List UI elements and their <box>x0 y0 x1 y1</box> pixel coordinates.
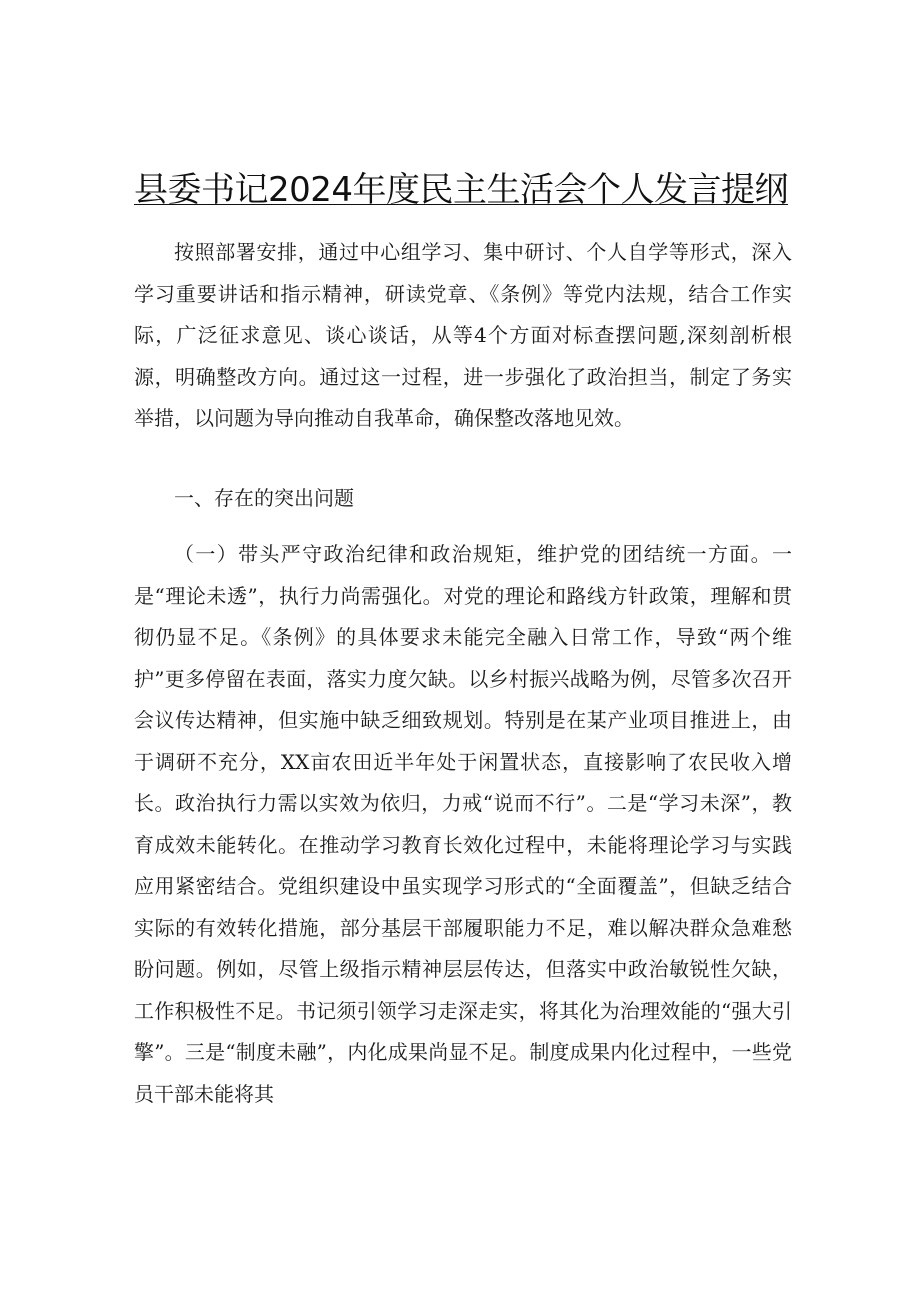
intro-paragraph: 按照部署安排，通过中心组学习、集中研讨、个人自学等形式，深入学习重要讲话和指示精神，研读党章、《条例》等党内法规，结合工作实际，广泛征求意见、谈心谈话，从等4个方面对标查摆问题,深刻剖析根源，明确整改方向。通过这一过程，进一步强化了政治担当，制定了务实举措，以问题为导向推动自我革命，确保整改落地见效。 <box>134 240 792 430</box>
item-paragraph: （一）带头严守政治纪律和政治规矩，维护党的团结统一方面。一是“理论未透”，执行力尚需强化。对党的理论和路线方针政策，理解和贯彻仍显不足。《条例》的具体要求未能完全融入日常工作，导致“两个维护”更多停留在表面，落实力度欠缺。以乡村振兴战略为例，尽管多次召开会议传达精神，但实施中缺乏细致规划。特别是在某产业项目推进上，由于调研不充分，XX亩农田近半年处于闲置状态，直接影响了农民收入增长。政治执行力需以实效为依归，力戒“说而不行”。二是“学习未深”，教育成效未能转化。在推动学习教育长效化过程中，未能将理论学习与实践应用紧密结合。党组织建设中虽实现学习形式的“全面覆盖”，但缺乏结合实际的有效转化措施，部分基层干部履职能力不足，难以解决群众急难愁盼问题。例如，尽管上级指示精神层层传达，但落实中政治敏锐性欠缺，工作积极性不足。书记须引领学习走深走实，将其化为治理效能的“强大引擎”。三是“制度未融”，内化成果尚显不足。制度成果内化过程中，一些党员干部未能将其 <box>134 542 792 1106</box>
section-heading: 一、存在的突出问题 <box>174 486 354 510</box>
document-title: 县委书记2024年度民主生活会个人发言提纲 <box>134 170 789 210</box>
